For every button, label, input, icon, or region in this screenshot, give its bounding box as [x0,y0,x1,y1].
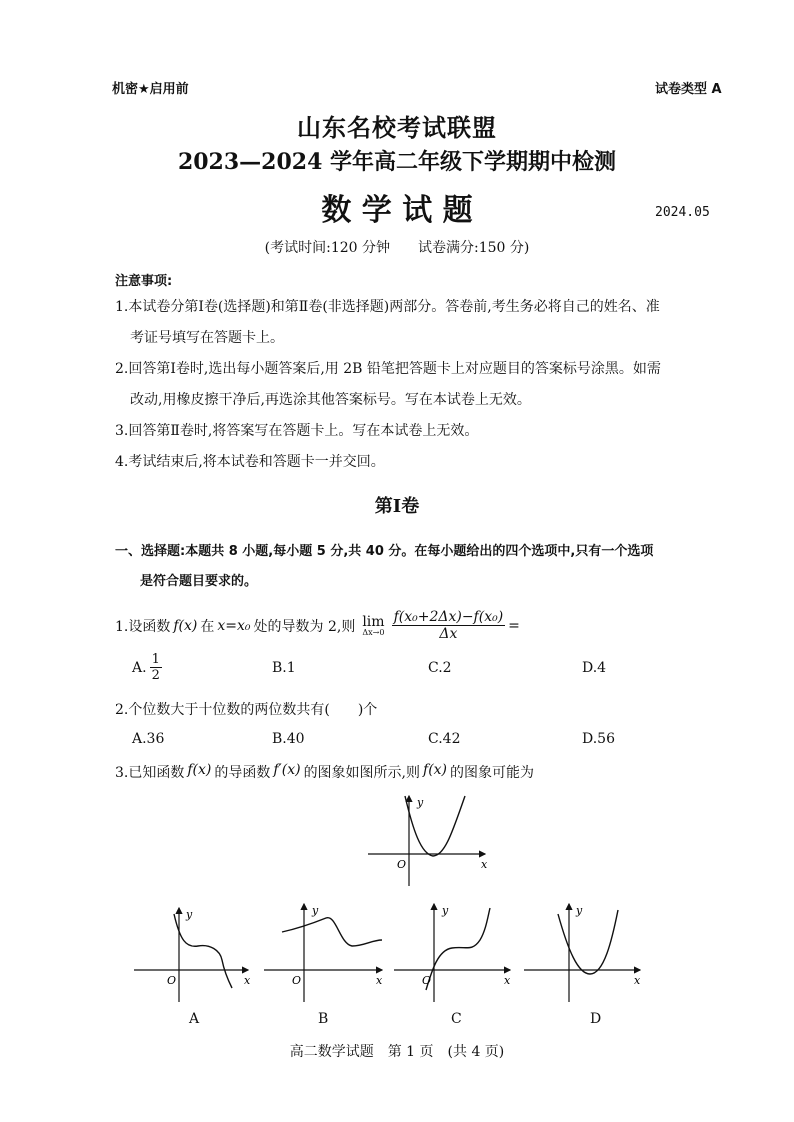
q3-fx-2: f(x) [423,762,448,778]
q2-option-b: B.40 [272,731,305,747]
q3-suffix: 的图象可能为 [450,765,535,781]
q1-condition: x=x₀ [217,617,251,634]
note-item-3: 3.回答第Ⅱ卷时,将答案写在答题卡上。写在本试卷上无效。 [115,423,479,439]
option-a-y-label: y [186,908,193,921]
option-c-x-label: x [504,974,511,987]
q1-option-d: D.4 [582,660,607,676]
q1-option-b: B.1 [272,660,296,676]
q3-mid2: 的图象如图所示,则 [303,765,421,781]
q2-option-c: C.42 [428,731,461,747]
option-a-origin: O [167,974,177,987]
q3-option-a-label: A [189,1011,200,1027]
q1-option-c: C.2 [428,660,452,676]
option-a-curve [174,914,232,988]
note-item-2-line2: 改动,用橡皮擦干净后,再选涂其他答案标号。写在本试卷上无效。 [130,392,531,408]
q1-option-a [132,652,162,683]
option-c-graph [390,900,515,1005]
q2-option-a: A.36 [132,731,165,747]
question-3-stem [115,762,534,782]
derivative-curve [405,796,465,856]
q1-limit [362,615,384,637]
exam-date: 2024.05 [655,205,710,220]
option-d-curve [558,910,618,974]
note-item-4: 4.考试结束后,将本试卷和答题卡一并交回。 [115,454,385,470]
paper-type: 试卷类型 A [655,82,722,97]
q3-prefix: 3.已知函数 [115,765,185,781]
option-b-curve [282,918,382,946]
note-item-1-line2: 考证号填写在答题卡上。 [130,330,284,346]
option-c-curve [426,908,490,990]
option-c-y-label: y [442,904,449,917]
q1-fraction [392,609,506,642]
note-item-1-line1: 1.本试卷分第Ⅰ卷(选择题)和第Ⅱ卷(非选择题)两部分。答卷前,考生务必将自己的姓名、准 [115,299,660,315]
option-b-y-label: y [312,904,319,917]
option-d-x-label: x [634,974,641,987]
q1-mid2: 处的导数为 2,则 [253,618,356,635]
question-2-stem: 2.个位数大于十位数的两位数共有( )个 [115,702,378,718]
section-title: 第Ⅰ卷 [374,496,420,517]
page-footer: 高二数学试题 第 1 页 (共 4 页) [289,1044,505,1060]
q1-fx: f(x) [173,617,198,634]
derivative-graph-y-label: y [417,796,424,809]
option-d-graph [520,900,645,1005]
q3-option-d-label: D [590,1011,602,1027]
question-1-stem [115,609,520,642]
q3-option-c-label: C [451,1011,462,1027]
q1-denominator: Δx [439,626,458,642]
q3-fprime-x: f′(x) [273,762,301,778]
exam-title: 2023—2024 学年高二年级下学期期中检测 [177,149,617,175]
q1-option-a-label: A. [132,659,147,676]
q2-option-d: D.56 [582,731,615,747]
q1-lim: lim [362,613,385,630]
q1-equals: = [508,617,520,634]
option-a-x-label: x [244,974,251,987]
q1-numerator: f(x₀+2Δx)−f(x₀) [393,609,504,625]
notes-heading: 注意事项: [115,274,173,289]
q1-option-a-num: 1 [151,652,160,667]
secret-mark: 机密★启用前 [112,82,189,97]
q1-option-a-fraction [150,652,162,683]
note-item-2-line1: 2.回答第Ⅰ卷时,选出每小题答案后,用 2B 铅笔把答题卡上对应题目的答案标号涂黑。如需 [115,361,661,377]
q3-mid1: 的导函数 [214,765,271,781]
q3-fx: f(x) [187,762,212,778]
exam-time-info: (考试时间:120 分钟 试卷满分:150 分) [264,240,530,256]
option-b-origin: O [292,974,302,987]
derivative-graph-x-label: x [481,858,488,871]
q1-lim-sub: Δx→0 [362,627,385,637]
q1-prefix: 1.设函数 [115,618,171,635]
option-b-graph [260,900,385,1005]
option-d-y-label: y [576,904,583,917]
option-c-origin: O [422,974,432,987]
q1-mid1: 在 [200,618,215,635]
option-b-x-label: x [376,974,383,987]
derivative-graph-origin: O [397,858,407,871]
part1-instructions-line1: 一、选择题:本题共 8 小题,每小题 5 分,共 40 分。在每小题给出的四个选项中,只有一个选项 [115,544,654,559]
q3-option-b-label: B [318,1011,329,1027]
option-a-graph [130,900,255,1005]
subject-title: 数 学 试 题 [321,193,473,228]
part1-instructions-line2: 是符合题目要求的。 [140,574,258,589]
derivative-graph [365,790,495,890]
league-title: 山东名校考试联盟 [297,113,497,142]
q1-option-a-den: 2 [151,668,160,683]
